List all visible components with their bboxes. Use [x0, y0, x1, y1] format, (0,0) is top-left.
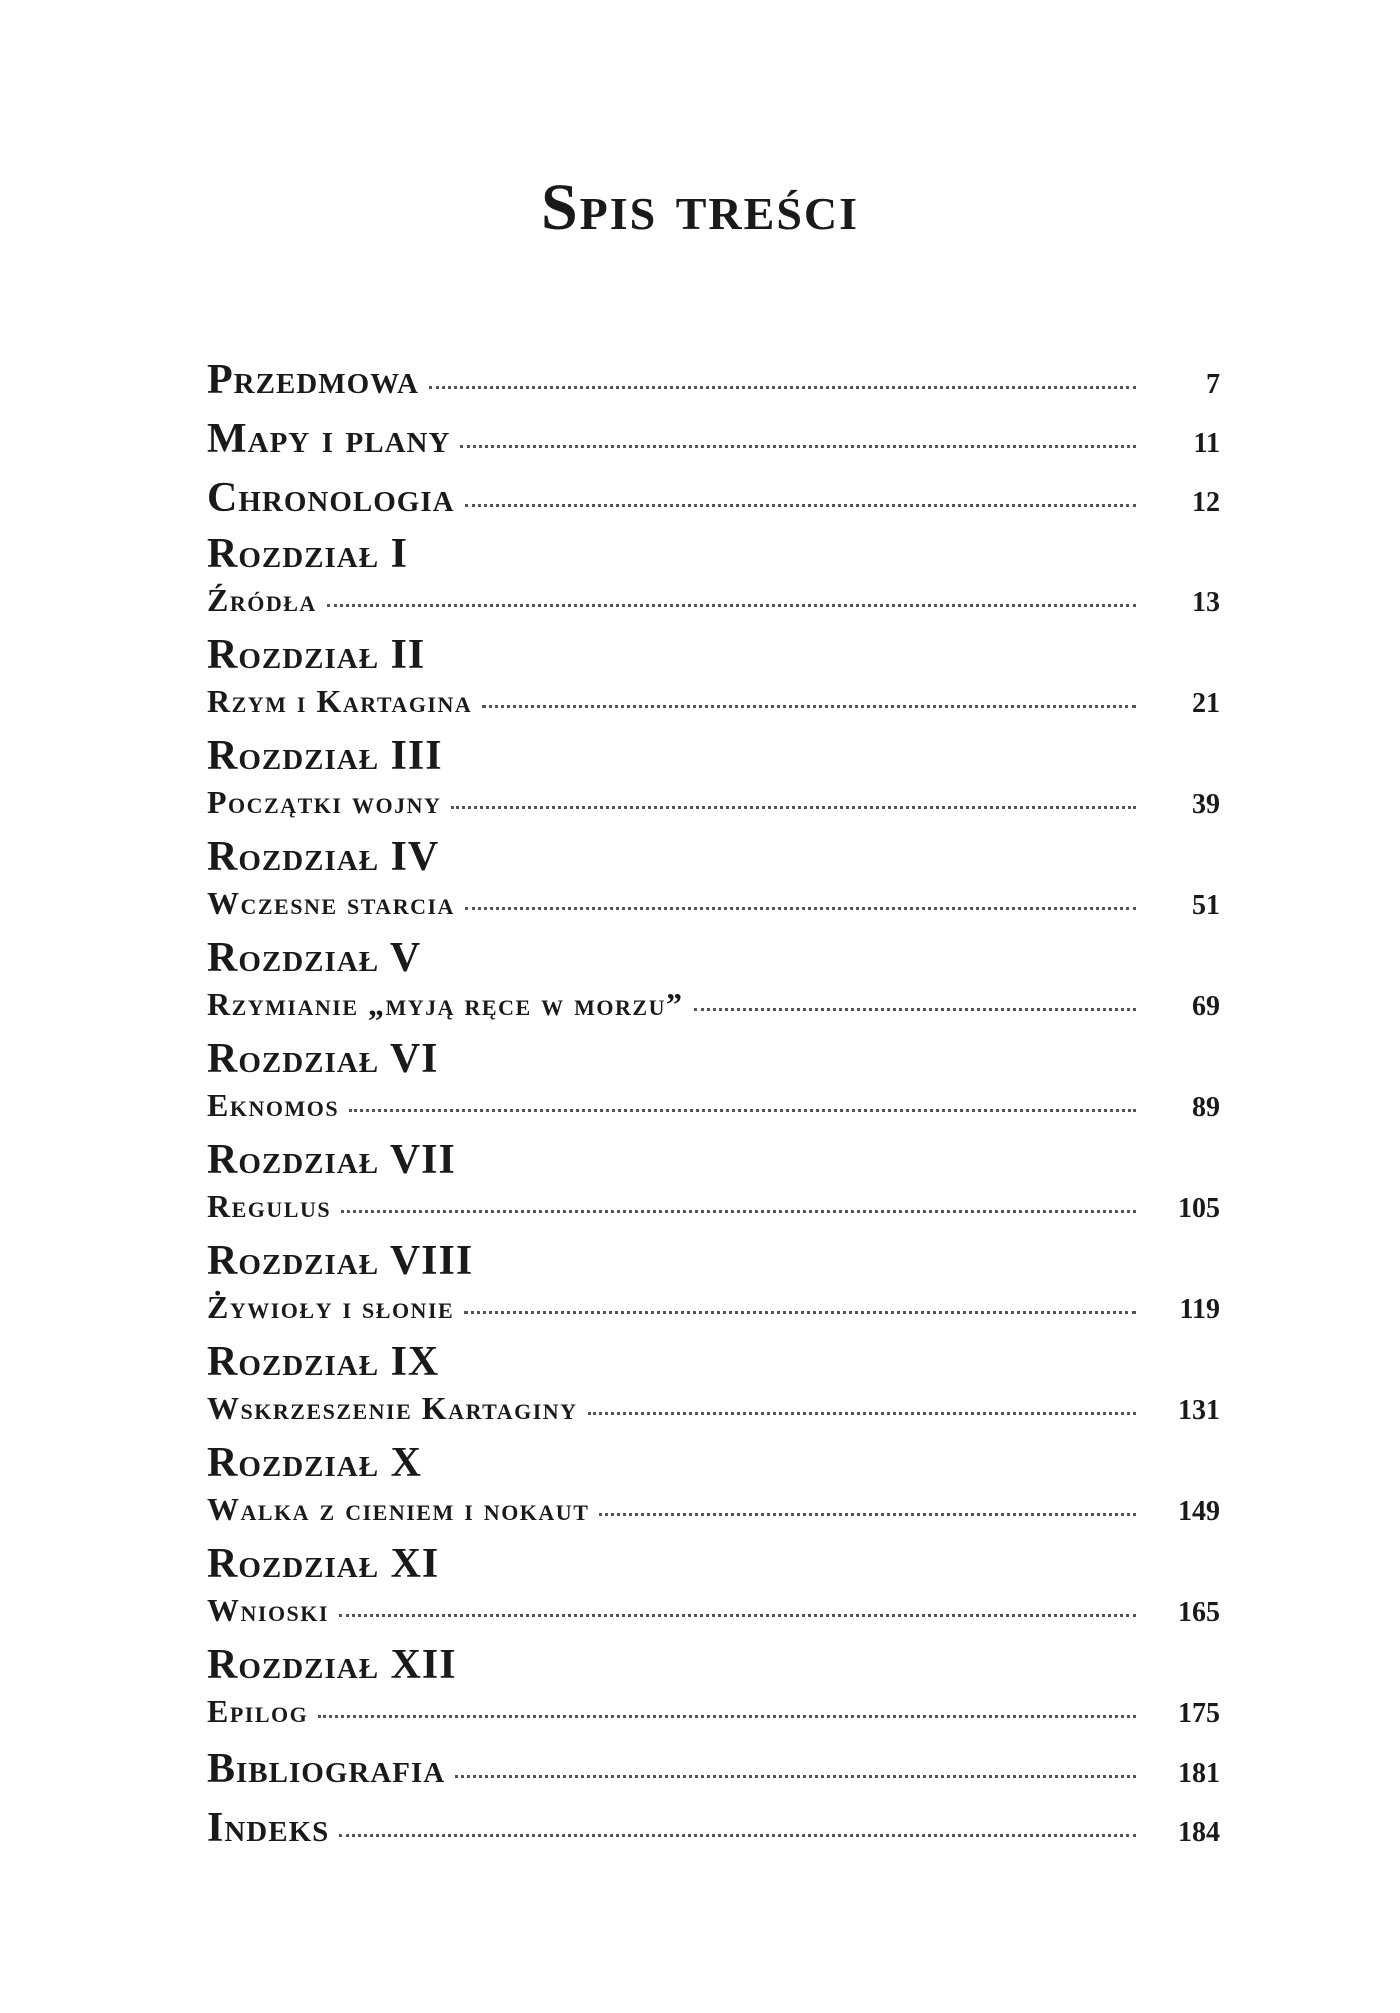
toc-entry-chapter-8[interactable]: [207, 1239, 1220, 1340]
toc-entry-chapter-3[interactable]: [207, 734, 1220, 835]
chapter-heading: Rozdział III: [207, 733, 443, 779]
toc-entry-label: Przedmowa: [207, 357, 419, 403]
chapter-heading: Rozdział IX: [207, 1339, 440, 1385]
toc-page-number: 119: [1179, 1294, 1220, 1325]
dot-leader: [429, 386, 1136, 389]
toc-page-number: 12: [1192, 487, 1220, 518]
chapter-title: Początki wojny: [207, 784, 442, 820]
dot-leader: [465, 504, 1136, 507]
dot-leader: [482, 705, 1136, 708]
chapter-heading: Rozdział V: [207, 935, 422, 981]
chapter-title: Wnioski: [207, 1592, 329, 1628]
toc-entry-mapy[interactable]: [207, 414, 1220, 473]
dot-leader: [694, 1008, 1137, 1011]
table-of-contents: [207, 355, 1220, 1862]
toc-entry-chapter-9[interactable]: [207, 1340, 1220, 1441]
toc-entry-label: Chronologia: [207, 475, 455, 521]
toc-page-number: 13: [1192, 587, 1220, 618]
dot-leader: [588, 1412, 1136, 1415]
page-title: Spis treści: [540, 171, 860, 244]
toc-entry-label: Mapy i plany: [207, 416, 451, 462]
toc-page-number: 11: [1193, 428, 1220, 459]
toc-entry-label: Indeks: [207, 1805, 330, 1851]
chapter-heading: Rozdział VI: [207, 1036, 439, 1082]
dot-leader: [339, 1834, 1136, 1837]
dot-leader: [464, 1311, 1136, 1314]
toc-page-number: 89: [1192, 1092, 1220, 1123]
toc-entry-chapter-12[interactable]: [207, 1643, 1220, 1744]
dot-leader: [465, 907, 1136, 910]
chapter-title: Rzym i Kartagina: [207, 683, 473, 719]
toc-entry-chapter-6[interactable]: [207, 1037, 1220, 1138]
chapter-heading: Rozdział XI: [207, 1541, 440, 1587]
toc-entry-indeks[interactable]: [207, 1803, 1220, 1862]
toc-entry-chapter-5[interactable]: [207, 936, 1220, 1037]
chapter-heading: Rozdział II: [207, 632, 426, 678]
chapter-title: Regulus: [207, 1188, 332, 1224]
toc-page-number: 39: [1192, 789, 1220, 820]
toc-entry-bibliografia[interactable]: [207, 1744, 1220, 1803]
dot-leader: [460, 445, 1136, 448]
toc-entry-chronologia[interactable]: [207, 473, 1220, 532]
dot-leader: [327, 604, 1136, 607]
toc-page-number: 181: [1178, 1758, 1220, 1789]
dot-leader: [349, 1109, 1136, 1112]
toc-page-number: 105: [1178, 1193, 1220, 1224]
dot-leader: [341, 1210, 1136, 1213]
toc-page-number: 69: [1192, 991, 1220, 1022]
toc-entry-label: Bibliografia: [207, 1746, 446, 1792]
toc-page-number: 184: [1178, 1817, 1220, 1848]
toc-page-number: 149: [1178, 1496, 1220, 1527]
toc-page-number: 21: [1192, 688, 1220, 719]
toc-page-number: 175: [1178, 1698, 1220, 1729]
toc-page-number: 165: [1178, 1597, 1220, 1628]
chapter-title: Walka z cieniem i nokaut: [207, 1491, 590, 1527]
toc-page-number: 51: [1192, 890, 1220, 921]
dot-leader: [599, 1513, 1136, 1516]
chapter-heading: Rozdział X: [207, 1440, 422, 1486]
chapter-heading: Rozdział XII: [207, 1642, 457, 1688]
toc-page-number: 131: [1178, 1395, 1220, 1426]
toc-entry-chapter-11[interactable]: [207, 1542, 1220, 1643]
toc-entry-chapter-2[interactable]: [207, 633, 1220, 734]
chapter-heading: Rozdział VII: [207, 1137, 456, 1183]
toc-page-number: 7: [1206, 369, 1220, 400]
toc-entry-chapter-1[interactable]: [207, 532, 1220, 633]
dot-leader: [318, 1715, 1136, 1718]
toc-entry-przedmowa[interactable]: [207, 355, 1220, 414]
chapter-heading: Rozdział I: [207, 531, 408, 577]
chapter-title: Epilog: [207, 1693, 309, 1729]
toc-entry-chapter-7[interactable]: [207, 1138, 1220, 1239]
chapter-title: Wczesne starcia: [207, 885, 455, 921]
chapter-title: Eknomos: [207, 1087, 340, 1123]
toc-entry-chapter-4[interactable]: [207, 835, 1220, 936]
chapter-title: Rzymianie „myją ręce w morzu”: [207, 986, 684, 1022]
toc-entry-chapter-10[interactable]: [207, 1441, 1220, 1542]
chapter-heading: Rozdział IV: [207, 834, 440, 880]
dot-leader: [339, 1614, 1136, 1617]
chapter-title: Żywioły i słonie: [207, 1289, 455, 1325]
dot-leader: [455, 1775, 1136, 1778]
dot-leader: [451, 806, 1136, 809]
chapter-title: Źródła: [207, 582, 317, 618]
chapter-title: Wskrzeszenie Kartaginy: [207, 1390, 578, 1426]
chapter-heading: Rozdział VIII: [207, 1238, 474, 1284]
